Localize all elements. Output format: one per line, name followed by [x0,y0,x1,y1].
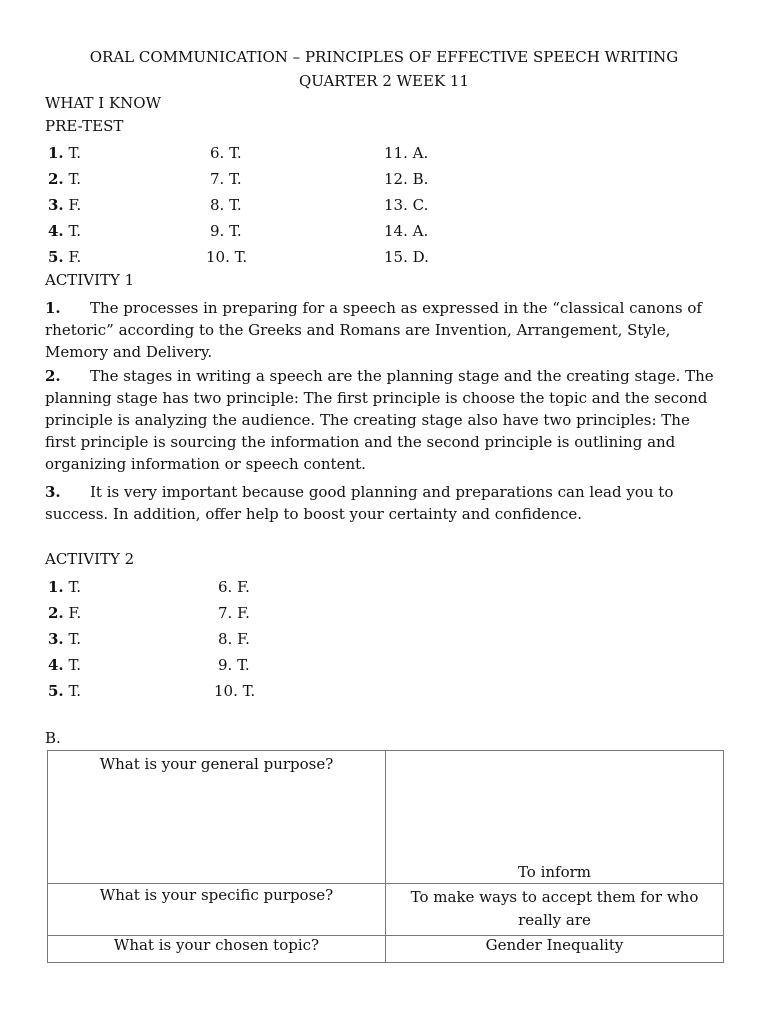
activity1-heading: ACTIVITY 1 [45,271,135,289]
table-row [48,884,724,936]
pretest-item: 10. T. [206,248,248,266]
what-i-know-heading: WHAT I KNOW [45,94,162,112]
table-cell-answer: To make ways to accept them for who really are [386,884,724,936]
table-cell-question: What is your specific purpose? [48,884,386,936]
activity2-heading: ACTIVITY 2 [45,550,135,568]
pretest-item: 4. T. [48,222,82,240]
table-row [48,751,724,884]
pretest-item: 3. F. [48,196,82,214]
section-b-label: B. [45,729,61,747]
table-row [48,936,724,963]
table-cell-answer: To inform [386,751,724,884]
activity2-item: 1. T. [48,578,82,596]
table-cell-question: What is your general purpose? [48,751,386,884]
pretest-item: 6. T. [210,144,242,162]
activity1-answer: 2. The stages in writing a speech are the planning stage and the creating stage. The planning stage has two principle: The first principle is choose the topic and the second principle is analyzing the audience. The creating stage also have two principles: The first principle is sourcing the information and the second principle is outlining and organizing information or speech content. [45,367,714,473]
activity1-answer: 1. The processes in preparing for a speech as expressed in the “classical canons of rhetoric” according to the Greeks and Romans are Invention, Arrangement, Style, Memory and Delivery. [45,299,702,361]
pretest-item: 11. A. [384,144,429,162]
activity2-item: 6. F. [218,578,250,596]
table-cell-question: What is your chosen topic? [48,936,386,963]
page-title: ORAL COMMUNICATION – PRINCIPLES OF EFFECTIVE SPEECH WRITING [89,48,679,66]
activity2-item: 7. F. [218,604,250,622]
pretest-item: 12. B. [384,170,429,188]
table-cell-answer: Gender Inequality [386,936,724,963]
activity1-answer: 3. It is very important because good planning and preparations can lead you to success. In addition, offer help to boost your certainty and confidence. [45,483,674,523]
purpose-table [47,750,724,963]
pretest-heading: PRE-TEST [45,117,124,135]
page-subtitle: QUARTER 2 WEEK 11 [298,72,470,90]
activity2-item: 2. F. [48,604,82,622]
pretest-item: 1. T. [48,144,82,162]
pretest-item: 9. T. [210,222,242,240]
pretest-item: 14. A. [384,222,429,240]
pretest-item: 13. C. [384,196,429,214]
pretest-item: 5. F. [48,248,82,266]
pretest-item: 7. T. [210,170,242,188]
activity2-item: 4. T. [48,656,82,674]
activity2-item: 10. T. [214,682,256,700]
activity2-item: 8. F. [218,630,250,648]
activity2-item: 3. T. [48,630,82,648]
pretest-item: 2. T. [48,170,82,188]
pretest-item: 15. D. [384,248,429,266]
pretest-item: 8. T. [210,196,242,214]
activity2-item: 9. T. [218,656,250,674]
activity2-item: 5. T. [48,682,82,700]
